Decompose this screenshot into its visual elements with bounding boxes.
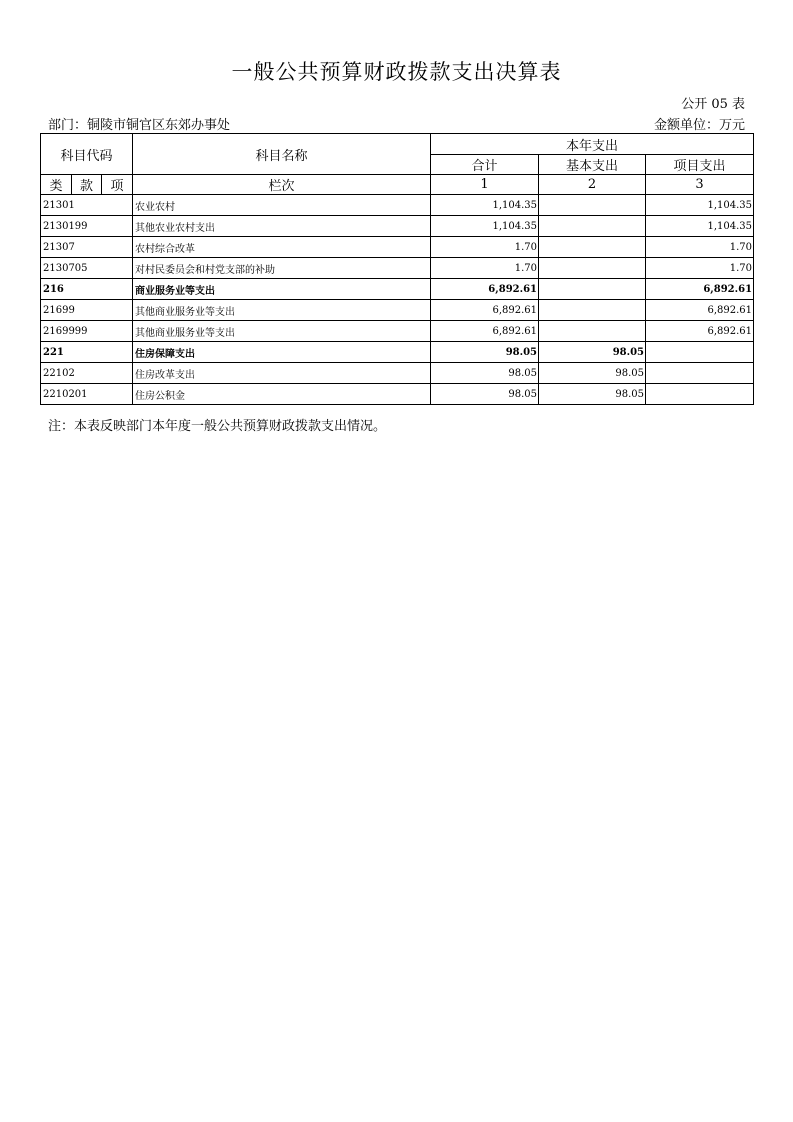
row-project	[646, 363, 754, 384]
row-code: 22102	[41, 363, 133, 384]
table-row	[41, 279, 754, 300]
row-total: 98.05	[431, 342, 539, 363]
row-project: 1.70	[646, 258, 754, 279]
row-name: 对村民委员会和村党支部的补助	[133, 258, 431, 279]
row-basic: 98.05	[539, 384, 646, 405]
row-total: 6,892.61	[431, 279, 539, 300]
header-basic: 基本支出	[539, 155, 646, 175]
row-basic	[539, 321, 646, 342]
header-column-no: 栏次	[133, 175, 431, 195]
row-code: 2169999	[41, 321, 133, 342]
row-project: 6,892.61	[646, 300, 754, 321]
header-class: 类	[41, 175, 72, 195]
row-total: 1.70	[431, 237, 539, 258]
row-code: 2210201	[41, 384, 133, 405]
row-total: 1,104.35	[431, 216, 539, 237]
row-basic	[539, 237, 646, 258]
row-code: 21301	[41, 195, 133, 216]
expenditure-table	[40, 133, 754, 405]
row-code: 2130705	[41, 258, 133, 279]
table-row	[41, 195, 754, 216]
row-basic	[539, 195, 646, 216]
row-code: 216	[41, 279, 133, 300]
header-col1: 1	[431, 175, 539, 195]
row-code: 21307	[41, 237, 133, 258]
header-col3: 3	[646, 175, 754, 195]
row-project: 1,104.35	[646, 216, 754, 237]
row-name: 住房改革支出	[133, 363, 431, 384]
table-note: 注：本表反映部门本年度一般公共预算财政拨款支出情况。	[48, 419, 387, 434]
header-total: 合计	[431, 155, 539, 175]
table-row	[41, 384, 754, 405]
row-total: 6,892.61	[431, 300, 539, 321]
header-row	[41, 175, 754, 195]
row-project	[646, 384, 754, 405]
row-name: 农村综合改革	[133, 237, 431, 258]
row-name: 农业农村	[133, 195, 431, 216]
row-basic	[539, 300, 646, 321]
header-name: 科目名称	[133, 134, 431, 175]
row-basic	[539, 216, 646, 237]
row-name: 其他农业农村支出	[133, 216, 431, 237]
header-col2: 2	[539, 175, 646, 195]
row-name: 其他商业服务业等支出	[133, 300, 431, 321]
row-name: 住房公积金	[133, 384, 431, 405]
row-project	[646, 342, 754, 363]
row-total: 6,892.61	[431, 321, 539, 342]
row-total: 98.05	[431, 384, 539, 405]
row-name: 住房保障支出	[133, 342, 431, 363]
department-label: 部门：铜陵市铜官区东郊办事处	[48, 118, 231, 133]
row-code: 221	[41, 342, 133, 363]
table-row	[41, 300, 754, 321]
row-total: 98.05	[431, 363, 539, 384]
row-code: 2130199	[41, 216, 133, 237]
table-row	[41, 363, 754, 384]
row-total: 1,104.35	[431, 195, 539, 216]
amount-unit-label: 金额单位：万元	[653, 118, 745, 133]
table-row	[41, 321, 754, 342]
row-name: 商业服务业等支出	[133, 279, 431, 300]
header-project: 项目支出	[646, 155, 754, 175]
row-total: 1.70	[431, 258, 539, 279]
row-project: 6,892.61	[646, 279, 754, 300]
page-title: 一般公共预算财政拨款支出决算表	[231, 60, 562, 84]
table-row	[41, 216, 754, 237]
table-row	[41, 342, 754, 363]
row-basic	[539, 279, 646, 300]
row-basic: 98.05	[539, 363, 646, 384]
header-code: 科目代码	[41, 134, 133, 175]
header-current-year: 本年支出	[431, 134, 754, 155]
row-project: 1.70	[646, 237, 754, 258]
table-row	[41, 258, 754, 279]
table-row	[41, 237, 754, 258]
form-number: 公开 05 表	[681, 97, 745, 112]
row-project: 6,892.61	[646, 321, 754, 342]
header-row	[41, 134, 754, 155]
row-code: 21699	[41, 300, 133, 321]
row-name: 其他商业服务业等支出	[133, 321, 431, 342]
header-item: 项	[102, 175, 133, 195]
row-project: 1,104.35	[646, 195, 754, 216]
header-section: 款	[72, 175, 102, 195]
row-basic: 98.05	[539, 342, 646, 363]
row-basic	[539, 258, 646, 279]
